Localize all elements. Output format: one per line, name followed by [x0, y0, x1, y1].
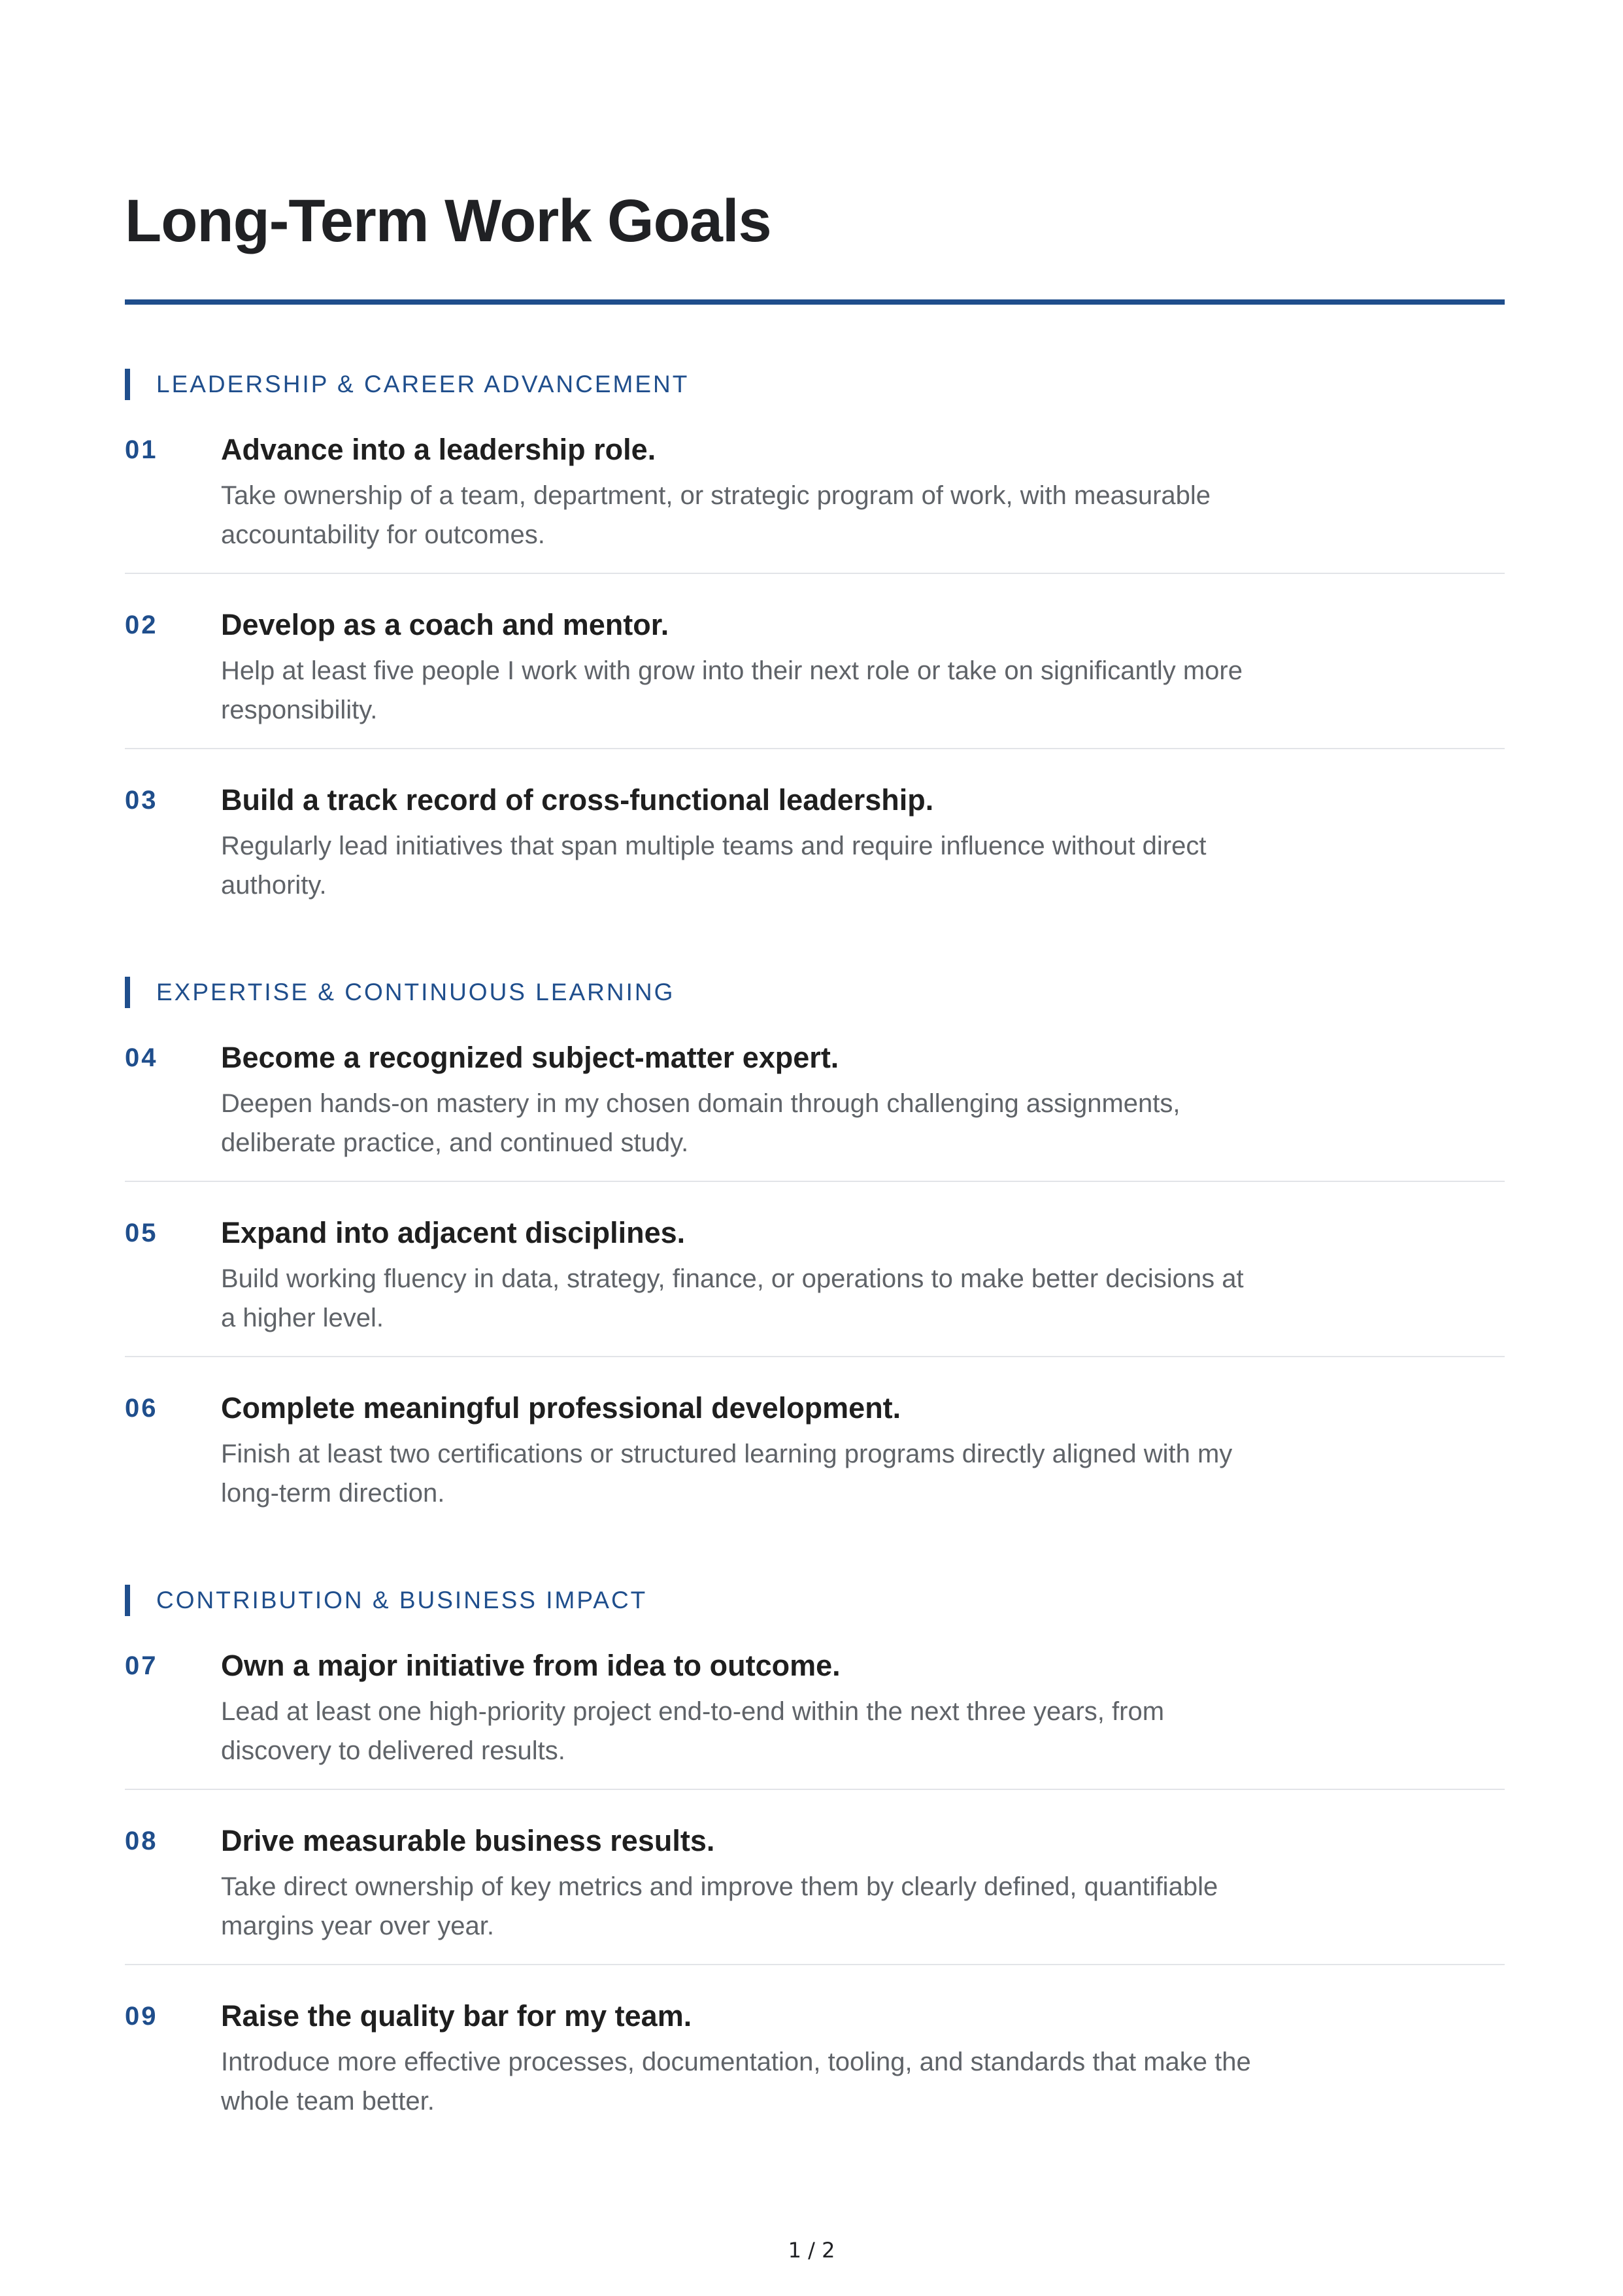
goal-divider: [125, 1964, 1505, 1965]
goal-divider: [125, 1789, 1505, 1790]
goal-number: 04: [125, 1043, 158, 1072]
goal-title: Complete meaningful professional development.: [221, 1391, 901, 1425]
goal-number: 02: [125, 611, 158, 639]
goal-description: Lead at least one high-priority project end-to-end within the next three years, from discovery to delivered results.: [221, 1697, 1165, 1765]
goal-number: 03: [125, 786, 158, 815]
section-heading-leadership: [125, 369, 1171, 400]
section-heading-contribution: [125, 1585, 1171, 1616]
section-accent-bar: [125, 977, 130, 1008]
goal-description: Build working fluency in data, strategy, finance, or operations to make better decisions at a higher level.: [221, 1264, 1244, 1332]
goal-divider: [125, 573, 1505, 574]
goal-title: Develop as a coach and mentor.: [221, 608, 669, 641]
goal-title: Become a recognized subject-matter expert.: [221, 1041, 839, 1074]
goal-title: Build a track record of cross-functional leadership.: [221, 783, 934, 817]
section-heading-expertise: [125, 977, 1171, 1008]
goal-divider: [125, 1181, 1505, 1182]
goal-description: Introduce more effective processes, documentation, tooling, and standards that make the whole team better.: [221, 2048, 1251, 2116]
goal-description: Help at least five people I work with grow into their next role or take on significantly more responsibility.: [221, 656, 1243, 724]
goal-title: Advance into a leadership role.: [221, 433, 656, 466]
goal-number: 09: [125, 2002, 158, 2031]
goal-number: 08: [125, 1827, 158, 1855]
goal-number: 01: [125, 435, 158, 464]
goal-description: Take direct ownership of key metrics and improve them by clearly defined, quantifiable margins year over year.: [221, 1872, 1218, 1940]
goal-title: Own a major initiative from idea to outcome.: [221, 1649, 841, 1682]
title-divider: [125, 299, 1505, 305]
goal-number: 05: [125, 1219, 158, 1247]
page-title: Long-Term Work Goals: [125, 188, 771, 254]
goal-description: Deepen hands-on mastery in my chosen domain through challenging assignments, deliberate practice, and continued study.: [221, 1089, 1180, 1157]
section-label: CONTRIBUTION & BUSINESS IMPACT: [156, 1587, 648, 1613]
section-label: EXPERTISE & CONTINUOUS LEARNING: [156, 979, 675, 1005]
goal-title: Raise the quality bar for my team.: [221, 1999, 692, 2033]
section-accent-bar: [125, 369, 130, 400]
goal-description: Take ownership of a team, department, or strategic program of work, with measurable accountability for outcomes.: [221, 481, 1211, 549]
page-number: 1 / 2: [788, 2238, 835, 2263]
goal-title: Drive measurable business results.: [221, 1824, 715, 1857]
goal-description: Regularly lead initiatives that span multiple teams and require influence without direct authority.: [221, 832, 1207, 900]
goal-divider: [125, 1356, 1505, 1357]
section-accent-bar: [125, 1585, 130, 1616]
goal-title: Expand into adjacent disciplines.: [221, 1216, 686, 1249]
goal-divider: [125, 748, 1505, 749]
goal-number: 06: [125, 1394, 158, 1423]
goal-description: Finish at least two certifications or structured learning programs directly aligned with my long-term direction.: [221, 1440, 1233, 1508]
goal-number: 07: [125, 1651, 158, 1680]
section-label: LEADERSHIP & CAREER ADVANCEMENT: [156, 371, 690, 397]
